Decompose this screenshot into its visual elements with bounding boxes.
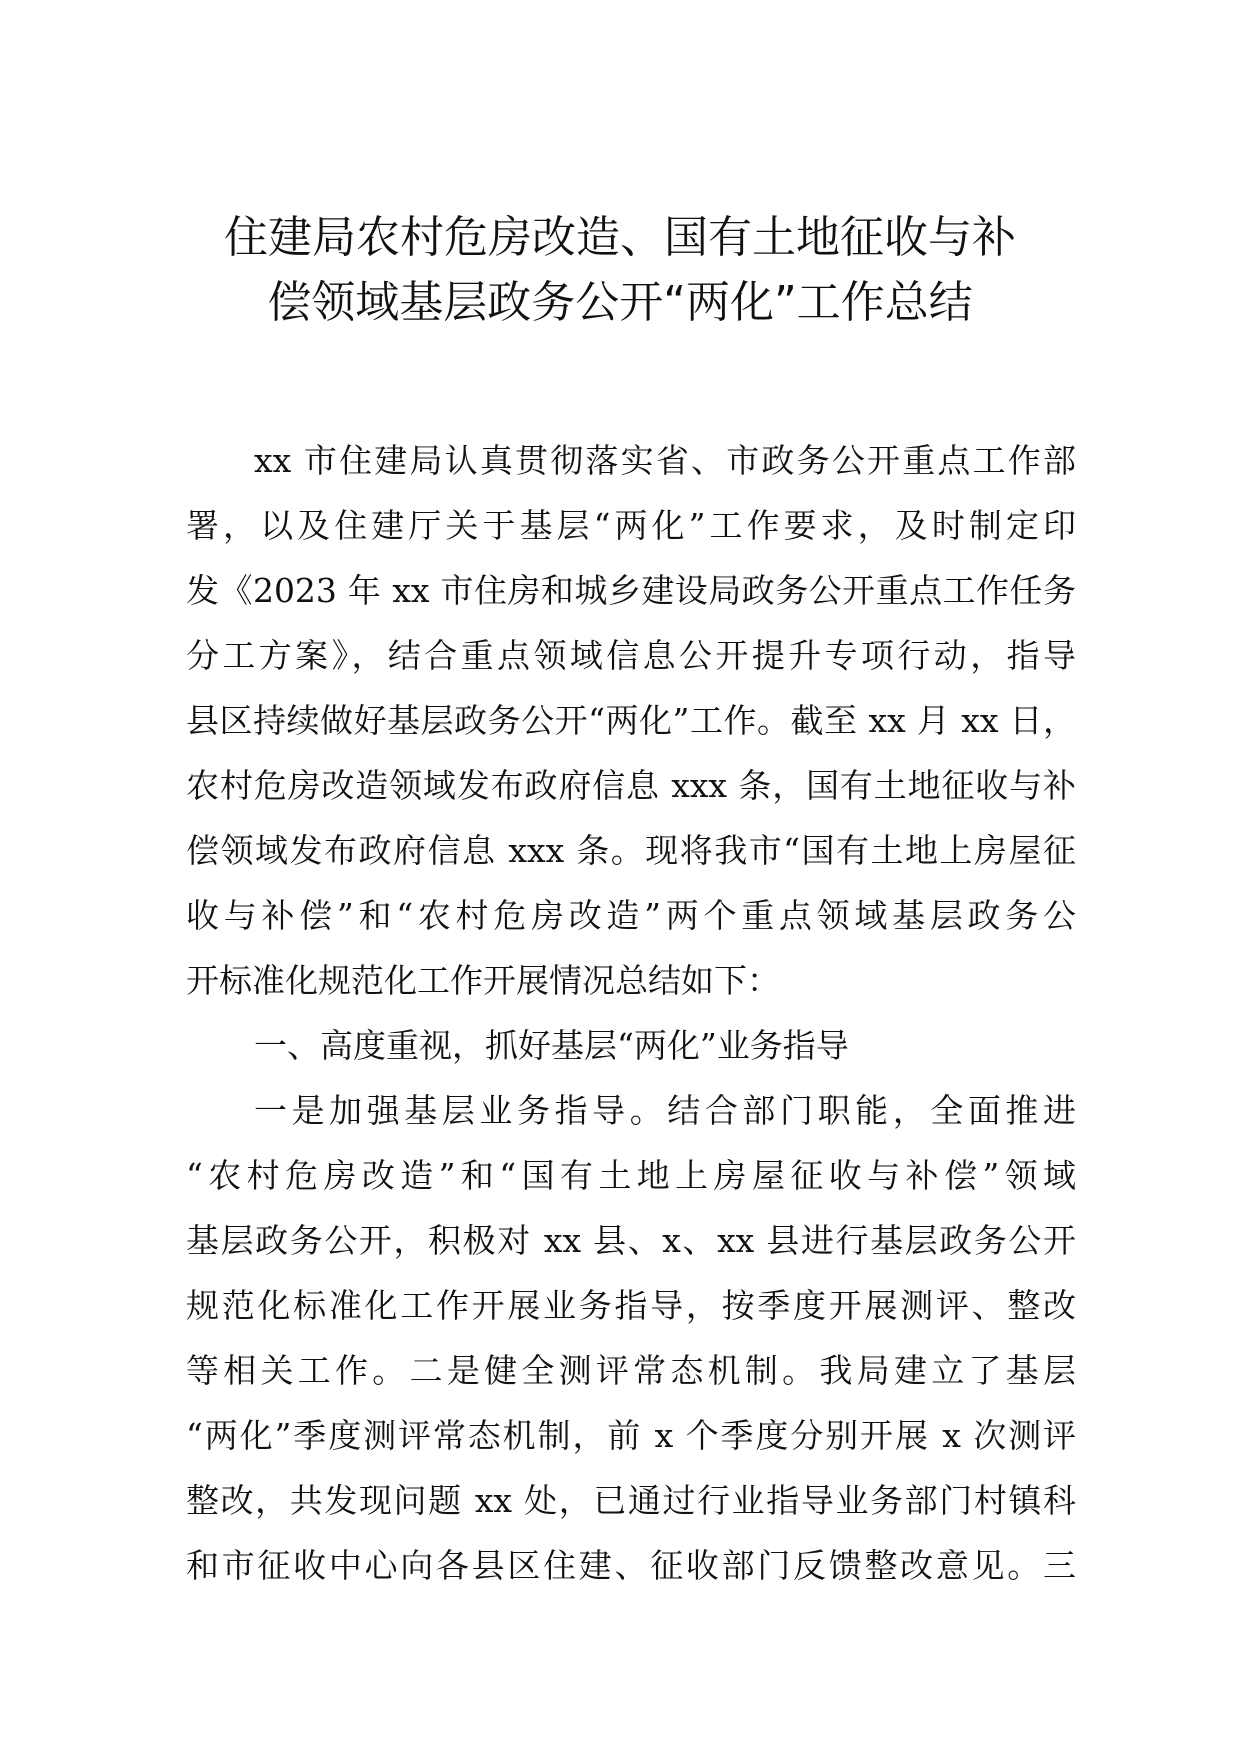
text-line: 和市征收中心向各县区住建、征收部门反馈整改意见。三 xyxy=(186,1546,1076,1585)
text-line: 农村危房改造领域发布政府信息 xxx 条，国有土地征收与补 xyxy=(186,766,1076,805)
text-line: 发《2023 年 xx 市住房和城乡建设局政务公开重点工作任务 xyxy=(186,571,1076,610)
document-title xyxy=(150,205,1090,335)
text-line: 开标准化规范化工作开展情况总结如下： xyxy=(186,961,780,1000)
text-line: 等相关工作。二是健全测评常态机制。我局建立了基层 xyxy=(186,1351,1076,1390)
section-heading: 一、高度重视，抓好基层“两化”业务指导 xyxy=(254,1026,849,1065)
paragraph-section-1 xyxy=(186,1078,1076,1598)
text-line: 规范化标准化工作开展业务指导，按季度开展测评、整改 xyxy=(186,1286,1076,1325)
paragraph-intro xyxy=(186,428,1076,1013)
text-line: 整改，共发现问题 xx 处，已通过行业指导业务部门村镇科 xyxy=(186,1481,1076,1520)
text-line: 基层政务公开，积极对 xx 县、x、xx 县进行基层政务公开 xyxy=(186,1221,1076,1260)
text-line: 县区持续做好基层政务公开“两化”工作。截至 xx 月 xx 日， xyxy=(186,701,1076,740)
text-line: 收与补偿”和“农村危房改造”两个重点领域基层政务公 xyxy=(186,896,1076,935)
text-line: 一是加强基层业务指导。结合部门职能，全面推进 xyxy=(254,1091,1076,1130)
title-line-1: 住建局农村危房改造、国有土地征收与补 xyxy=(224,212,1016,263)
title-line-2: 偿领域基层政务公开“两化”工作总结 xyxy=(267,277,973,328)
document-body xyxy=(186,428,1076,1598)
text-line: xx 市住建局认真贯彻落实省、市政务公开重点工作部 xyxy=(254,441,1076,480)
text-line: 分工方案》，结合重点领域信息公开提升专项行动，指导 xyxy=(186,636,1076,675)
text-line: “农村危房改造”和“国有土地上房屋征收与补偿”领域 xyxy=(186,1156,1076,1195)
text-line: 偿领域发布政府信息 xxx 条。现将我市“国有土地上房屋征 xyxy=(186,831,1076,870)
text-line: “两化”季度测评常态机制，前 x 个季度分别开展 x 次测评 xyxy=(186,1416,1076,1455)
text-line: 署，以及住建厅关于基层“两化”工作要求，及时制定印 xyxy=(186,506,1076,545)
